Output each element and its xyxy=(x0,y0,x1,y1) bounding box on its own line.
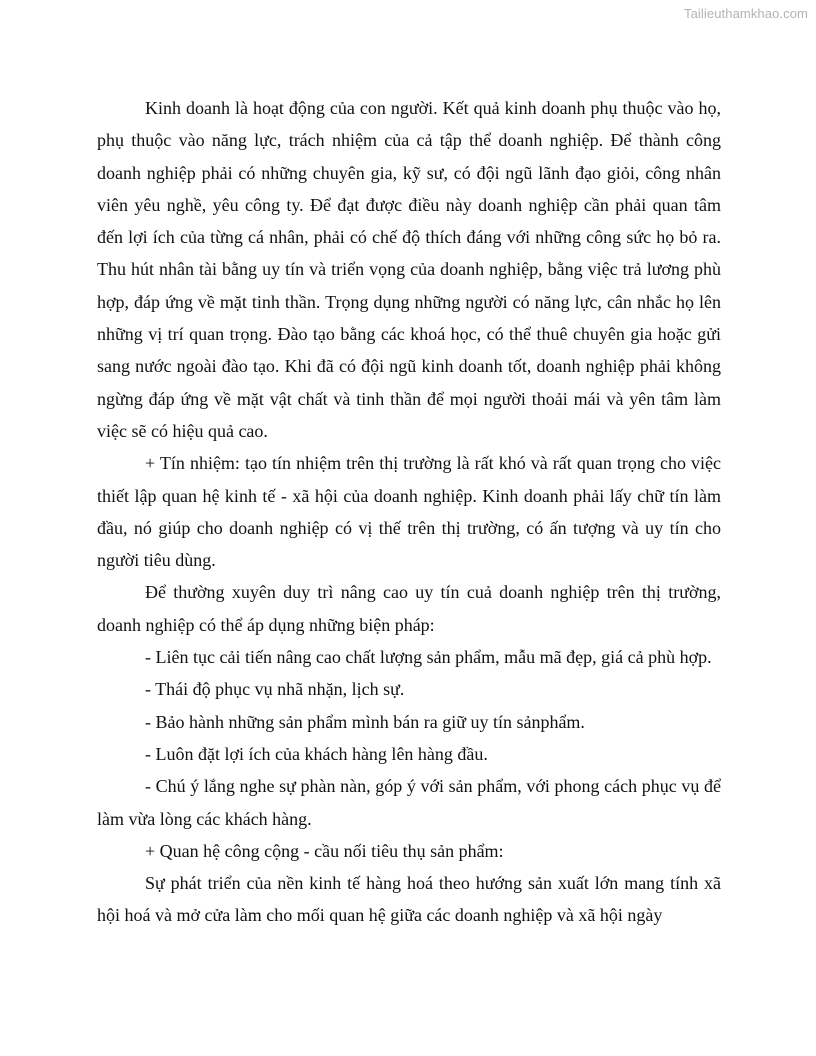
paragraph-public-relations: + Quan hệ công cộng - cầu nối tiêu thụ sản phẩm: xyxy=(145,840,504,861)
list-item-warranty: - Bảo hành những sản phẩm mình bán ra giữ uy tín sảnphẩm. xyxy=(145,711,585,732)
document-body xyxy=(97,92,721,932)
site-watermark: Tailieuthamkhao.com xyxy=(683,6,808,21)
list-item-customer-interest: - Luôn đặt lợi ích của khách hàng lên hàng đầu. xyxy=(145,743,488,764)
paragraph-economy-development: Sự phát triển của nền kinh tế hàng hoá theo hướng sản xuất lớn mang tính xã hội hoá và mở cửa làm cho mối quan hệ giữa các doanh nghiệp và xã hội ngày xyxy=(97,873,721,926)
paragraph-workforce: Kinh doanh là hoạt động của con người. Kết quả kinh doanh phụ thuộc vào họ, phụ thuộc vào năng lực, trách nhiệm của cả tập thể doanh nghiệp. Để thành công doanh nghiệp phải có những chuyên gia, kỹ sư, có đội ngũ lãnh đạo giỏi, công nhân viên yêu nghề, yêu công ty. Để đạt được điều này doanh nghiệp cần phải quan tâm đến lợi ích của từng cá nhân, phải có chế độ thích đáng với những công sức họ bỏ ra. Thu hút nhân tài bằng uy tín và triển vọng của doanh nghiệp, bằng việc trả lương phù hợp, đáp ứng về mặt tinh thần. Trọng dụng những người có năng lực, cân nhắc họ lên những vị trí quan trọng. Đào tạo bằng các khoá học, có thể thuê chuyên gia hoặc gửi sang nước ngoài đào tạo. Khi đã có đội ngũ kinh doanh tốt, doanh nghiệp phải không ngừng đáp ứng về mặt vật chất và tinh thần để mọi người thoải mái và yên tâm làm việc sẽ có hiệu quả cao. xyxy=(97,98,721,441)
list-item-feedback: - Chú ý lắng nghe sự phàn nàn, góp ý với sản phẩm, với phong cách phục vụ để làm vừa lòng các khách hàng. xyxy=(97,776,721,829)
list-item-service-attitude: - Thái độ phục vụ nhã nhặn, lịch sự. xyxy=(145,679,405,700)
paragraph-trust: + Tín nhiệm: tạo tín nhiệm trên thị trường là rất khó và rất quan trọng cho việc thiết lập quan hệ kinh tế - xã hội của doanh nghiệp. Kinh doanh phải lấy chữ tín làm đầu, nó giúp cho doanh nghiệp có vị thế trên thị trường, có ấn tượng và uy tín cho người tiêu dùng. xyxy=(97,453,721,571)
list-item-quality: - Liên tục cải tiến nâng cao chất lượng sản phẩm, mẫu mã đẹp, giá cả phù hợp. xyxy=(145,647,712,668)
paragraph-reputation-intro: Để thường xuyên duy trì nâng cao uy tín cuả doanh nghiệp trên thị trường, doanh nghiệp có thể áp dụng những biện pháp: xyxy=(97,582,721,635)
